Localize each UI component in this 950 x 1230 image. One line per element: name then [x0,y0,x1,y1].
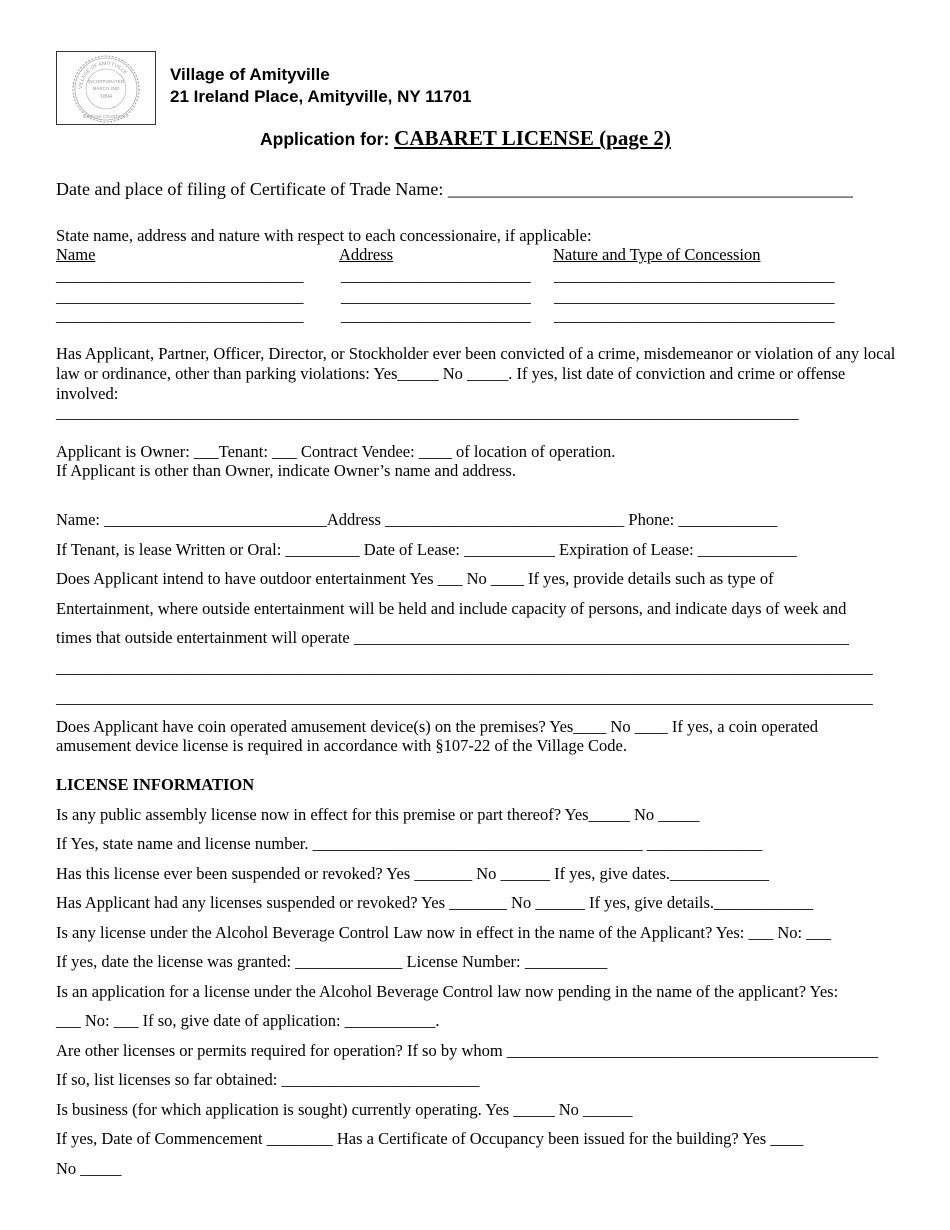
concessionaire-nature-field[interactable]: __________________________________ [554,306,835,325]
village-address: 21 Ireland Place, Amityville, NY 11701 [170,87,472,106]
owner-info-line[interactable]: Name: ___________________________Address _____________________________ Phone: ____________ [56,510,778,529]
license-line[interactable]: If yes, date the license was granted: _____________ License Number: __________ [56,952,608,971]
license-info-heading: LICENSE INFORMATION [56,775,255,794]
license-line[interactable]: ___ No: ___ If so, give date of application: ___________. [56,1011,440,1030]
concessionaire-address-field[interactable]: _______________________ [341,266,531,285]
license-line[interactable]: If yes, Date of Commencement ________ Has a Certificate of Occupancy been issued for the building? Yes ____ [56,1129,804,1148]
concessionaire-address-field[interactable]: _______________________ [341,306,531,325]
license-line[interactable]: Is an application for a license under the Alcohol Beverage Control law now pending in the name of the applicant? Yes: [56,982,839,1001]
license-line[interactable]: If so, list licenses so far obtained: ________________________ [56,1070,480,1089]
outdoor-blank-line[interactable]: ___________________________________________________________________________________________________ [56,658,873,677]
ownership-status: Applicant is Owner: ___Tenant: ___ Contract Vendee: ____ of location of operation. [56,442,616,461]
seal-year: 1894 [100,94,112,100]
outdoor-times-field[interactable]: times that outside entertainment will operate ____________________________________________________________ [56,628,849,647]
cert-trade-name-field[interactable]: Date and place of filing of Certificate of Trade Name: _____________________________________________ [56,179,853,199]
concessionaire-name-field[interactable]: ______________________________ [56,266,304,285]
application-type: CABARET LICENSE (page 2) [394,126,671,150]
ownership-instruction: If Applicant is other than Owner, indicate Owner’s name and address. [56,461,516,480]
concessionaire-intro: State name, address and nature with respect to each concessionaire, if applicable: [56,226,592,245]
concessionaire-name-field[interactable]: ______________________________ [56,306,304,325]
lease-info-line[interactable]: If Tenant, is lease Written or Oral: _________ Date of Lease: ___________ Expiration of Lease: ____________ [56,540,797,559]
village-name: Village of Amityville [170,65,330,84]
concessionaire-nature-field[interactable]: __________________________________ [554,266,835,285]
license-line[interactable]: Is business (for which application is sought) currently operating. Yes _____ No ______ [56,1100,633,1119]
village-seal-icon [57,52,155,124]
application-title [260,126,671,151]
license-line[interactable]: Is any license under the Alcohol Beverage Control Law now in effect in the name of the Applicant? Yes: ___ No: ___ [56,923,832,942]
col-nature-header: Nature and Type of Concession [553,245,761,264]
col-address-header: Address [339,245,394,264]
outdoor-question: Does Applicant intend to have outdoor entertainment Yes ___ No ____ If yes, provide details such as type of [56,569,774,588]
license-line[interactable]: Has this license ever been suspended or revoked? Yes _______ No ______ If yes, give dates.____________ [56,864,770,883]
application-prefix: Application for: [260,129,395,149]
coin-device-note: amusement device license is required in accordance with §107-22 of the Village Code. [56,736,627,755]
concessionaire-address-field[interactable]: _______________________ [341,287,531,306]
village-seal [56,51,156,125]
concessionaire-name-field[interactable]: ______________________________ [56,287,304,306]
col-name-header: Name [56,245,96,264]
license-line[interactable]: Is any public assembly license now in effect for this premise or part thereof? Yes_____ No _____ [56,805,700,824]
license-line[interactable]: If Yes, state name and license number. ________________________________________ ______________ [56,834,763,853]
license-line[interactable]: No _____ [56,1159,122,1178]
coin-device-question: Does Applicant have coin operated amusement device(s) on the premises? Yes____ No ____ If yes, a coin operated [56,717,818,736]
seal-line1: INCORPORATED [88,79,124,84]
seal-line2: MARCH 2ND [92,86,120,91]
outdoor-details-text: Entertainment, where outside entertainment will be held and include capacity of persons, and indicate days of week and [56,599,847,618]
concessionaire-nature-field[interactable]: __________________________________ [554,287,835,306]
outdoor-blank-line[interactable]: ___________________________________________________________________________________________________ [56,688,873,707]
license-line[interactable]: Are other licenses or permits required for operation? If so by whom _____________________________________________ [56,1041,879,1060]
seal-top-text: VILLAGE OF AMITYVILLE [77,60,129,90]
conviction-details-field[interactable]: __________________________________________________________________________________________ [56,403,799,422]
conviction-question: Has Applicant, Partner, Officer, Director, or Stockholder ever been convicted of a crime, misdemeanor or violation of any local law or ordinance, other than parking violations: Yes_____ No _____. If yes, list date of conviction and crime or offense involved: [56,344,896,403]
seal-bottom-text: SUFFOLK COUNTY N.Y. [82,114,130,119]
license-line[interactable]: Has Applicant had any licenses suspended or revoked? Yes _______ No ______ If yes, give details.____________ [56,893,814,912]
